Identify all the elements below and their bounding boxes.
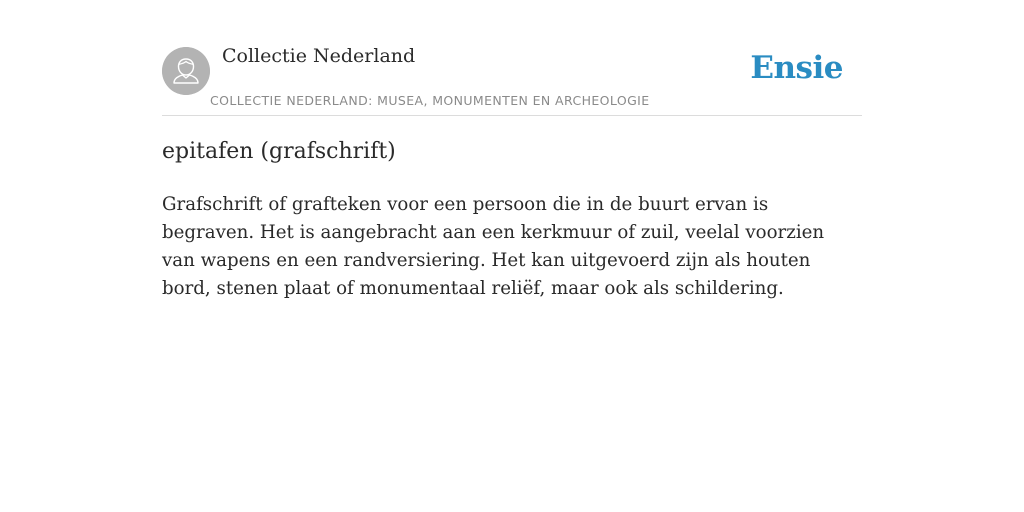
- author-name[interactable]: Collectie Nederland: [222, 45, 416, 67]
- ensie-logo[interactable]: Ensie: [750, 50, 843, 86]
- page-content: [162, 0, 862, 512]
- entry-header: [162, 0, 862, 116]
- user-avatar-icon[interactable]: [162, 47, 210, 95]
- entry-title: epitafen (grafschrift): [162, 139, 396, 164]
- entry-definition: Grafschrift of grafteken voor een persoon die in de buurt ervan is begraven. Het is aangebracht aan een kerkmuur of zuil, veelal voorzien van wapens en een randversiering. Het kan uitgevoerd zijn als houten bord, stenen plaat of monumentaal reliëf, maar ook als schildering.: [162, 194, 825, 299]
- collection-link[interactable]: COLLECTIE NEDERLAND: MUSEA, MONUMENTEN EN ARCHEOLOGIE: [210, 93, 650, 108]
